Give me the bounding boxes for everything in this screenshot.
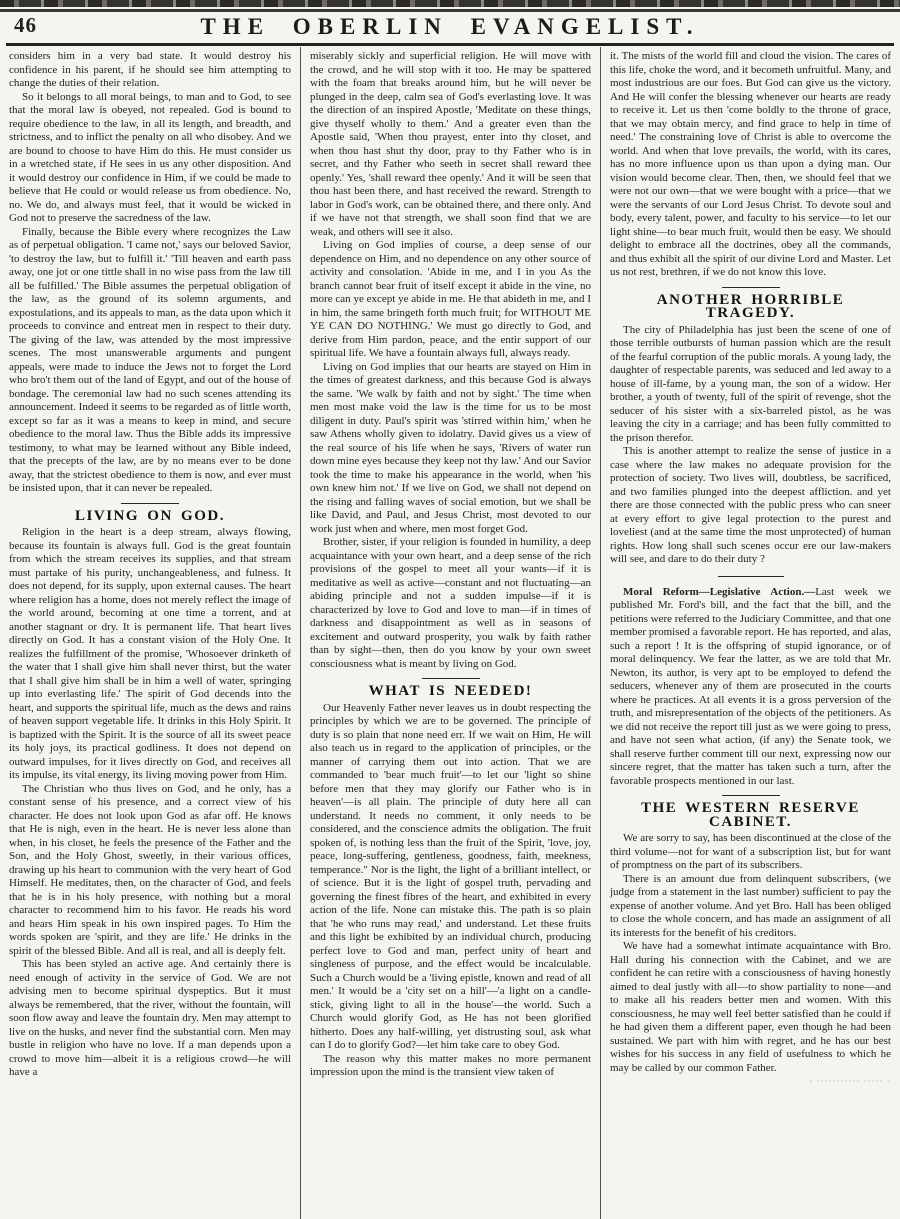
- paragraph: Finally, because the Bible every where recognizes the Law as of perpetual obligation. 'I came not,' says our beloved Savior, 'to destroy the law, but to fulfill it.' 'Till heaven and earth pass away, one jot or one tittle shall in no wise pass from the law till all be fulfilled.' The Bible assumes the perpetual obligation of the law, as the ground of its solemn arguments, and expostulations, and its appeals to man, as the data upon which it proceeds to convince and entreat men in respect to their duty. The giving of the law, was attended by the most impressive scenes. The most unanswerable arguments and pungent appeals, were made to induce the Jews not to forget the Lord who bro't them out of the land of Egypt, and out of the house of bondage. The ceremonial law had no such scenes attending its announcement. Indeed it seems to be regarded as of little worth, except so far as it was a means to keep in mind, and secure obedience to the moral law. Thus the Bible adds its impressive testimony, to what may be learned without any Bible indeed, that the precepts of the law, are by no means ever to be done away, that the strictest obedience to them is now, and ever must be insisted upon, that it can never be repealed.: [9, 225, 291, 494]
- paragraph: This is another attempt to realize the sense of justice in a case where the law makes no adequate provision for the protection of society. Two lives will, doubtless, be sacrificed, and two families plunged into the deepest affliction. and yet there are those connected with the public press who can sneer at every effort to give legal protection to the purest and loveliest (and at the same time the most unprotected) of human rights. How long shall such scenes occur ere our law-makers will see, and dare to do their duty ?: [610, 445, 891, 565]
- section-title: LIVING ON GOD.: [75, 507, 225, 524]
- paragraph: Religion in the heart is a deep stream, always flowing, because its fountain is always full. God is the great fountain from which the stream receives its supplies, and that stream must partake of his purity, unchangeableness, and fulness. It does not depend, for its supply, upon external causes. The heart where religion has a home, does not merely reflect the image of the world around, becoming at one time a torrent, and at another stagnant or dry. It is permanent life. That heart lives directly on God. It has a constant vision of the Holy One. It realizes the fulfillment of the promise, 'Whosoever drinketh of the water that I shall give him shall never thirst, but the water that I shall give him shall be in him a well of water, springing up into everlasting life.' The spirit of God decends into the heart, and supports the spiritual life, much as the dews and rains of heaven support vegetable life. It drinks in this Holy Spirit. It is baptized with the Spirit. It is the source of all its sweet peace its holy joys, its practical godliness. It does not depend on outward impulses, for it lives directly on God, and receives all its impulse, its vital energy, its living moving power from Him.: [9, 526, 291, 781]
- section-heading: [610, 795, 891, 829]
- page-number: 46: [14, 13, 37, 37]
- paragraph: Our Heavenly Father never leaves us in doubt respecting the principles by which we are to be governed. The principle of duty is so plain that none need err. If we wait on Him, He will also teach us in regard to the application of principles, or the manner of carrying them out into action. That we are commanded to 'bear much fruit'—to let our 'light so shine before men that they may glorify our Father who is in heaven'—is all plain. The principle of duty here all can understand. It needs no comment, it only needs to be considered, and the conscience admits the obligation. The fruit spoken of, is nothing less than the fruit of the Spirit, 'love, joy, peace, long-suffering, gentleness, goodness, faith, meekness, temperance." Nor is the light, the light of a brilliant intellect, or of science. But it is the light of gospel truth, pervading and governing the finest fibres of the heart, and exhibited in every action of the life. None can mistake this. The path is so plain that 'he who runs may read,' and understand. Let these fruits and this light be exhibited by an individual church, producing perfect love to God and man, perfect unity of heart and singleness of purpose, and the effect would be incalculable. Such a Church would be a 'living epistle, known and read of all men.' It would be a 'city set on a hill'—'a light on a candle-stick, giving light to all in the house'—the world. Such a Church would glorify God, as He has not been glorified hitherto. Does any half-willing, yet distrusting soul, ask what can I do to glorify God?—let him take care to obey God.: [310, 701, 591, 1051]
- column-3: [600, 47, 900, 1219]
- paragraph: There is an amount due from delinquent subscribers, (we judge from a statement in the last number) sufficient to pay the expense of another volume. And yet Bro. Hall has been obliged to close the whole concern, and has made an assignment of all its interests for the benefit of his creditors.: [610, 872, 891, 939]
- masthead-title: THE OBERLIN EVANGELIST.: [200, 14, 700, 39]
- masthead-row: [0, 11, 900, 41]
- section-title: WHAT IS NEEDED!: [368, 683, 533, 699]
- paragraph: We are sorry to say, has been discontinued at the close of the third volume—not for want of a subscription list, but for want of promptness on the part of its subscribers.: [610, 832, 891, 871]
- section-divider-rule: [722, 795, 780, 796]
- section-title: THE WESTERN RESERVE CABINET.: [641, 800, 860, 830]
- column-2: [300, 47, 600, 1219]
- paragraph: Moral Reform—Legislative Action.—Last week we published Mr. Ford's bill, and the fact that the bill, and the petitions were referred to the Judiciary Committee, and that one member promised a favorable report. He has reported, and alas, such a report ! It is the offspring of stupid ignorance, or of moral delinquency. We fear the latter, as we are told that Mr. Newton, its author, is very apt to be employed to defend the seducers, whenever any of them are prosecuted in the courts where he practices. At all events it is a gross perversion of the truth, and misrepresentation of the objects of the petitioners. As we did not receive the report till just as we were going to press, and have not seen what action, (if any) the Senate took, we shall reserve further comment till our next, expressing now our sincere regret, that the matter has taken such a turn, after the favorable prospects mentioned in our last.: [610, 585, 892, 787]
- masthead-rule: [6, 43, 894, 46]
- paragraph: So it belongs to all moral beings, to man and to God, to see that the moral law is obeyed, not repealed. God is bound to require obedience to the law, in all its length, and breadth, and strictness, and to inflict the penalty on all who disobey. And we are bound to choose to have Him do this. He must consider us in a wretched state, if He sees in us any other disposition. And it would destroy our confidence in Him, if we could be made to believe that He could or would release us from obedience. No, no. We do, and always must feel, that it would be wicked in God not to preserve the sacredness of the law.: [9, 90, 291, 224]
- print-smudge: · ··········· ····· ·: [809, 1076, 891, 1086]
- paragraph: Living on God implies that our hearts are stayed on Him in the times of greatest darkness, and this because God is always the same. 'We walk by faith and not by sight.' The time when men most make void the law is the time for us to be most diligent in duty. Paul's spirit was 'stirred within him,' when he saw Athens wholly given to idolatry. David gives us a view of the real source of his life when he says, 'Rivers of water run down mine eyes because they keep not thy law.' And our Savior took the time to make his appearance in the world, when 'his own knew him not.' If we live on God, we shall not depend on the rising and falling waves of social emotion, but we shall be like David, and Paul, and Jesus Christ, most devoted to our work just when and where, men most forget God.: [310, 360, 591, 535]
- article-columns: [0, 47, 900, 1219]
- paragraph-lead-in: Moral Reform—Legislative Action.—: [623, 585, 816, 598]
- section-divider-rule: [422, 678, 480, 679]
- paragraph: considers him in a very bad state. It would destroy his confidence in his parent, if he should see him attempting to change the duties of their relation.: [9, 50, 291, 89]
- section-divider-rule: [121, 503, 179, 504]
- paragraph: The city of Philadelphia has just been the scene of one of those terrible outbursts of human passion which are the result of the fearful corruption of the public morals. A young lady, the daughter of respectable parents, was seduced and led away to a house of ill-fame, by a young man, the son of a widow. Her brother, a youth of twenty, full of the spirit of revenge, shot the seducer of his sister with a six-barreled pistol, as he was leaving the city in a carriage; and has been fully committed to the prison therefor.: [610, 323, 891, 444]
- paragraph: We have had a somewhat intimate acquaintance with Bro. Hall during his connection with the Cabinet, and we are confident he can retire with a consciousness of having honestly aimed to deal justly with all—to show partiality to none—and to make all his readers better men and women. With this consciousness, he may well feel better satisfied than he could if he had given them a different paper, even though he had been sustained. We part with him with regret, and he has our best wishes for his success in any field of usefulness to which he may be called by our common Father.: [610, 940, 891, 1074]
- paragraph: The reason why this matter makes no more permanent impression upon the mind is the transient view taken of: [310, 1052, 591, 1078]
- page-top-edge-rule: [0, 0, 900, 9]
- section-heading: [610, 287, 891, 321]
- section-heading: [9, 503, 291, 524]
- section-title: ANOTHER HORRIBLE TRAGEDY.: [656, 291, 845, 321]
- paragraph: miserably sickly and superficial religion. He will move with the crowd, and he will stop with it too. He may be spattered with the foam that breaks around him, but he will never be plunged in the deep, calm sea of God's everlasting love. It was the direction of an inspired Apostle, 'Meditate on these things, give thyself wholly to them.' And a greater even than the Apostle said, 'When thou prayest, enter into thy closet, and when thou hast shut thy door, pray to thy Father who is in secret, and thy Father who seeth in secret shall reward thee openly.' Yes, 'shall reward thee openly.' And it will be seen that thou hast been there, and hast received the reward. Strength to labor in God's work, can be obtained there, and there only. And if we have not that strength, we shall soon find that we are weak, and others will see it also.: [310, 50, 591, 238]
- section-divider-rule: [722, 287, 780, 288]
- paragraph: Living on God implies of course, a deep sense of our dependence on Him, and no dependence on any other source of activity and consolation. 'Abide in me, and I in you As the branch cannot bear fruit of itself except it abide in the vine, no more can ye except ye abide in me. He that abideth in me, and I in him, the same bringeth forth much fruit; for WITHOUT ME YE CAN DO NOTHING.' We must go directly to God, and derive from Him pardon, peace, and the entir support of our spiritual life. We have a fountain always full, always ready.: [310, 239, 591, 359]
- column-1: [0, 47, 300, 1219]
- divider-rule: [718, 576, 784, 577]
- paragraph: This has been styled an active age. And certainly there is need enough of activity in the service of God. We are not advising men to become spiritual dyspeptics. But it must always be remembered, that the river, without the fountain, will soon flow away and leave the fountain dry. Men may attempt to live on the husks, and never find the substantial corn. Men may bustle in religion who have no love. If a man depends upon a crowd to move him—albeit it is a religious crowd—he will have a: [9, 958, 291, 1078]
- paragraph: The Christian who thus lives on God, and he only, has a constant sense of his presence, and a correct view of his character. He does not look upon God as afar off. He knows that He is nigh, even in the heart. He is never less alone than when, in his closet, he feels the presence of the Father and the Son, and the Holy Ghost, sweetly, in their various offices, drawing up his heart to communion with the very heart of God Himself. He meditates, then, on the character of God, and feels that he is in his holy presence, with nothing but a moral character to recommend him to his favor. He reads his word and hears Him speak in his own inspired pages. To Him the words spoken are 'spirit, and they are life.' He drinks in the spirit of the blessed Bible. And all is real, and all is deeply felt.: [9, 782, 291, 957]
- section-heading: [310, 678, 591, 699]
- paragraph: it. The mists of the world fill and cloud the vision. The cares of this life, choke the word, and it becometh unfruitful. Many, and most industrious are our foes. But God can give us the victory. And He will confer the blessing whenever our hearts are ready to receive it. Let us then 'come boldly to the throne of grace, that we may obtain mercy, and find grace to help in time of need.' The constraining love of Christ is able to overcome the world. And when that love prevails, the world, with its cares, has no more influence upon us than upon a dying man. Our vision would become clear. Then, then, we should feel that we were not our own—that we were bought with a price—that we were the servants of our Lord Jesus Christ. To devote soul and body, every talent, power, and faculty to his service—to let our light shine—to bear much fruit, would then be easy. We should delight to embrace all the doctrines, obey all the commands, and thus exhibit all the spirit of our divine Lord and Master. Let us not rest, brethren, if we do not know this love.: [610, 50, 891, 278]
- paragraph: Brother, sister, if your religion is founded in humility, a deep acquaintance with your own heart, and a deep sense of the rich provisions of the gospel to meet all your wants—if it is meditative as well as active—constant and not fluctuating—an abiding principle and not a sudden impulse—if it is characterized by love to God and love to man—if in times of darkness and disappointment as well as in seasons of excitement and outward prosperity, you walk by faith rather than by sight—then, then do you know by your own sweet consciousness what is meant by living on God.: [310, 536, 591, 670]
